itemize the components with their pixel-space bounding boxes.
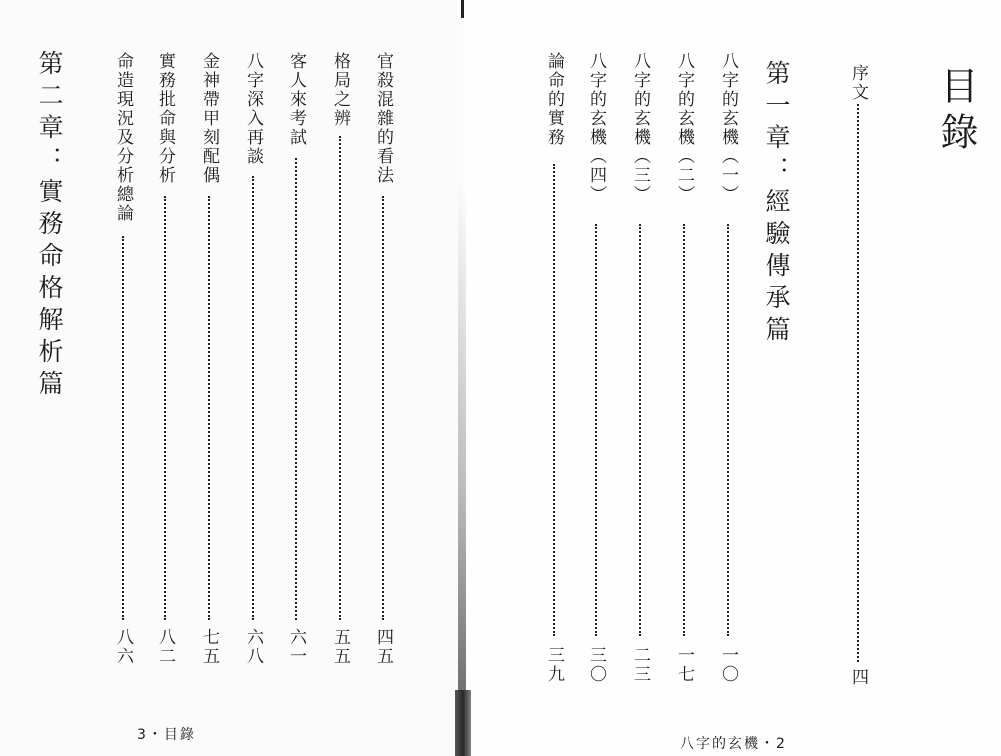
toc-entry-title: 格局之辨 [330,52,350,128]
toc-entry-title: 八字的玄機（二） [674,52,694,204]
toc-entry-page: 五五 [330,628,350,666]
toc-leader [595,224,597,636]
toc-entry-page: 八二 [155,628,175,666]
toc-entry-page: 六八 [243,628,263,666]
toc-entry-page: 六一 [286,628,306,666]
toc-entry-page: 三〇 [586,646,606,684]
toc-leader [382,196,384,620]
toc-entry-preface-title: 序文 [848,64,868,102]
toc-entry-page: 一〇 [718,646,738,684]
toc-leader [857,104,859,662]
toc-leader [122,236,124,620]
toc-leader [639,224,641,636]
toc-leader [208,196,210,620]
toc-leader [727,224,729,636]
toc-leader [252,176,254,620]
chapter-two-heading: 第二章：實務命格解析篇 [35,50,64,402]
chapter-one-heading: 第一章：經驗傳承篇 [762,60,791,348]
toc-entry-title: 八字深入再談 [243,52,263,166]
toc-entry-page: 八六 [113,628,133,666]
toc-leader [553,164,555,636]
toc-entry-preface-page: 四 [848,668,868,687]
toc-entry-page: 一七 [674,646,694,684]
toc-leader [683,224,685,636]
toc-leader [339,136,341,620]
right-page-footer: 八字的玄機・2 [680,736,787,752]
toc-entry-title: 客人來考試 [286,52,306,147]
toc-entry-page: 二三 [630,646,650,684]
gutter-shadow [458,180,466,690]
left-page [0,0,463,756]
toc-entry-title: 官殺混雜的看法 [373,52,393,185]
toc-entry-title: 八字的玄機（三） [630,52,650,204]
left-page-footer: 3・目錄 [137,727,196,743]
toc-entry-title: 金神帶甲刻配偶 [199,52,219,185]
toc-entry-title: 論命的實務 [544,52,564,147]
toc-leader [295,158,297,620]
toc-entry-title: 八字的玄機（四） [586,52,606,204]
toc-entry-page: 七五 [199,628,219,666]
toc-entry-title: 實務批命與分析 [155,52,175,185]
toc-entry-page: 四五 [373,628,393,666]
toc-entry-title: 八字的玄機（一） [718,52,738,204]
toc-leader [164,196,166,620]
toc-entry-page: 三九 [544,646,564,684]
toc-entry-title: 命造現況及分析總論 [113,52,133,223]
binding-shadow [455,690,471,756]
toc-title: 目錄 [934,66,978,158]
gutter-line [461,0,464,18]
